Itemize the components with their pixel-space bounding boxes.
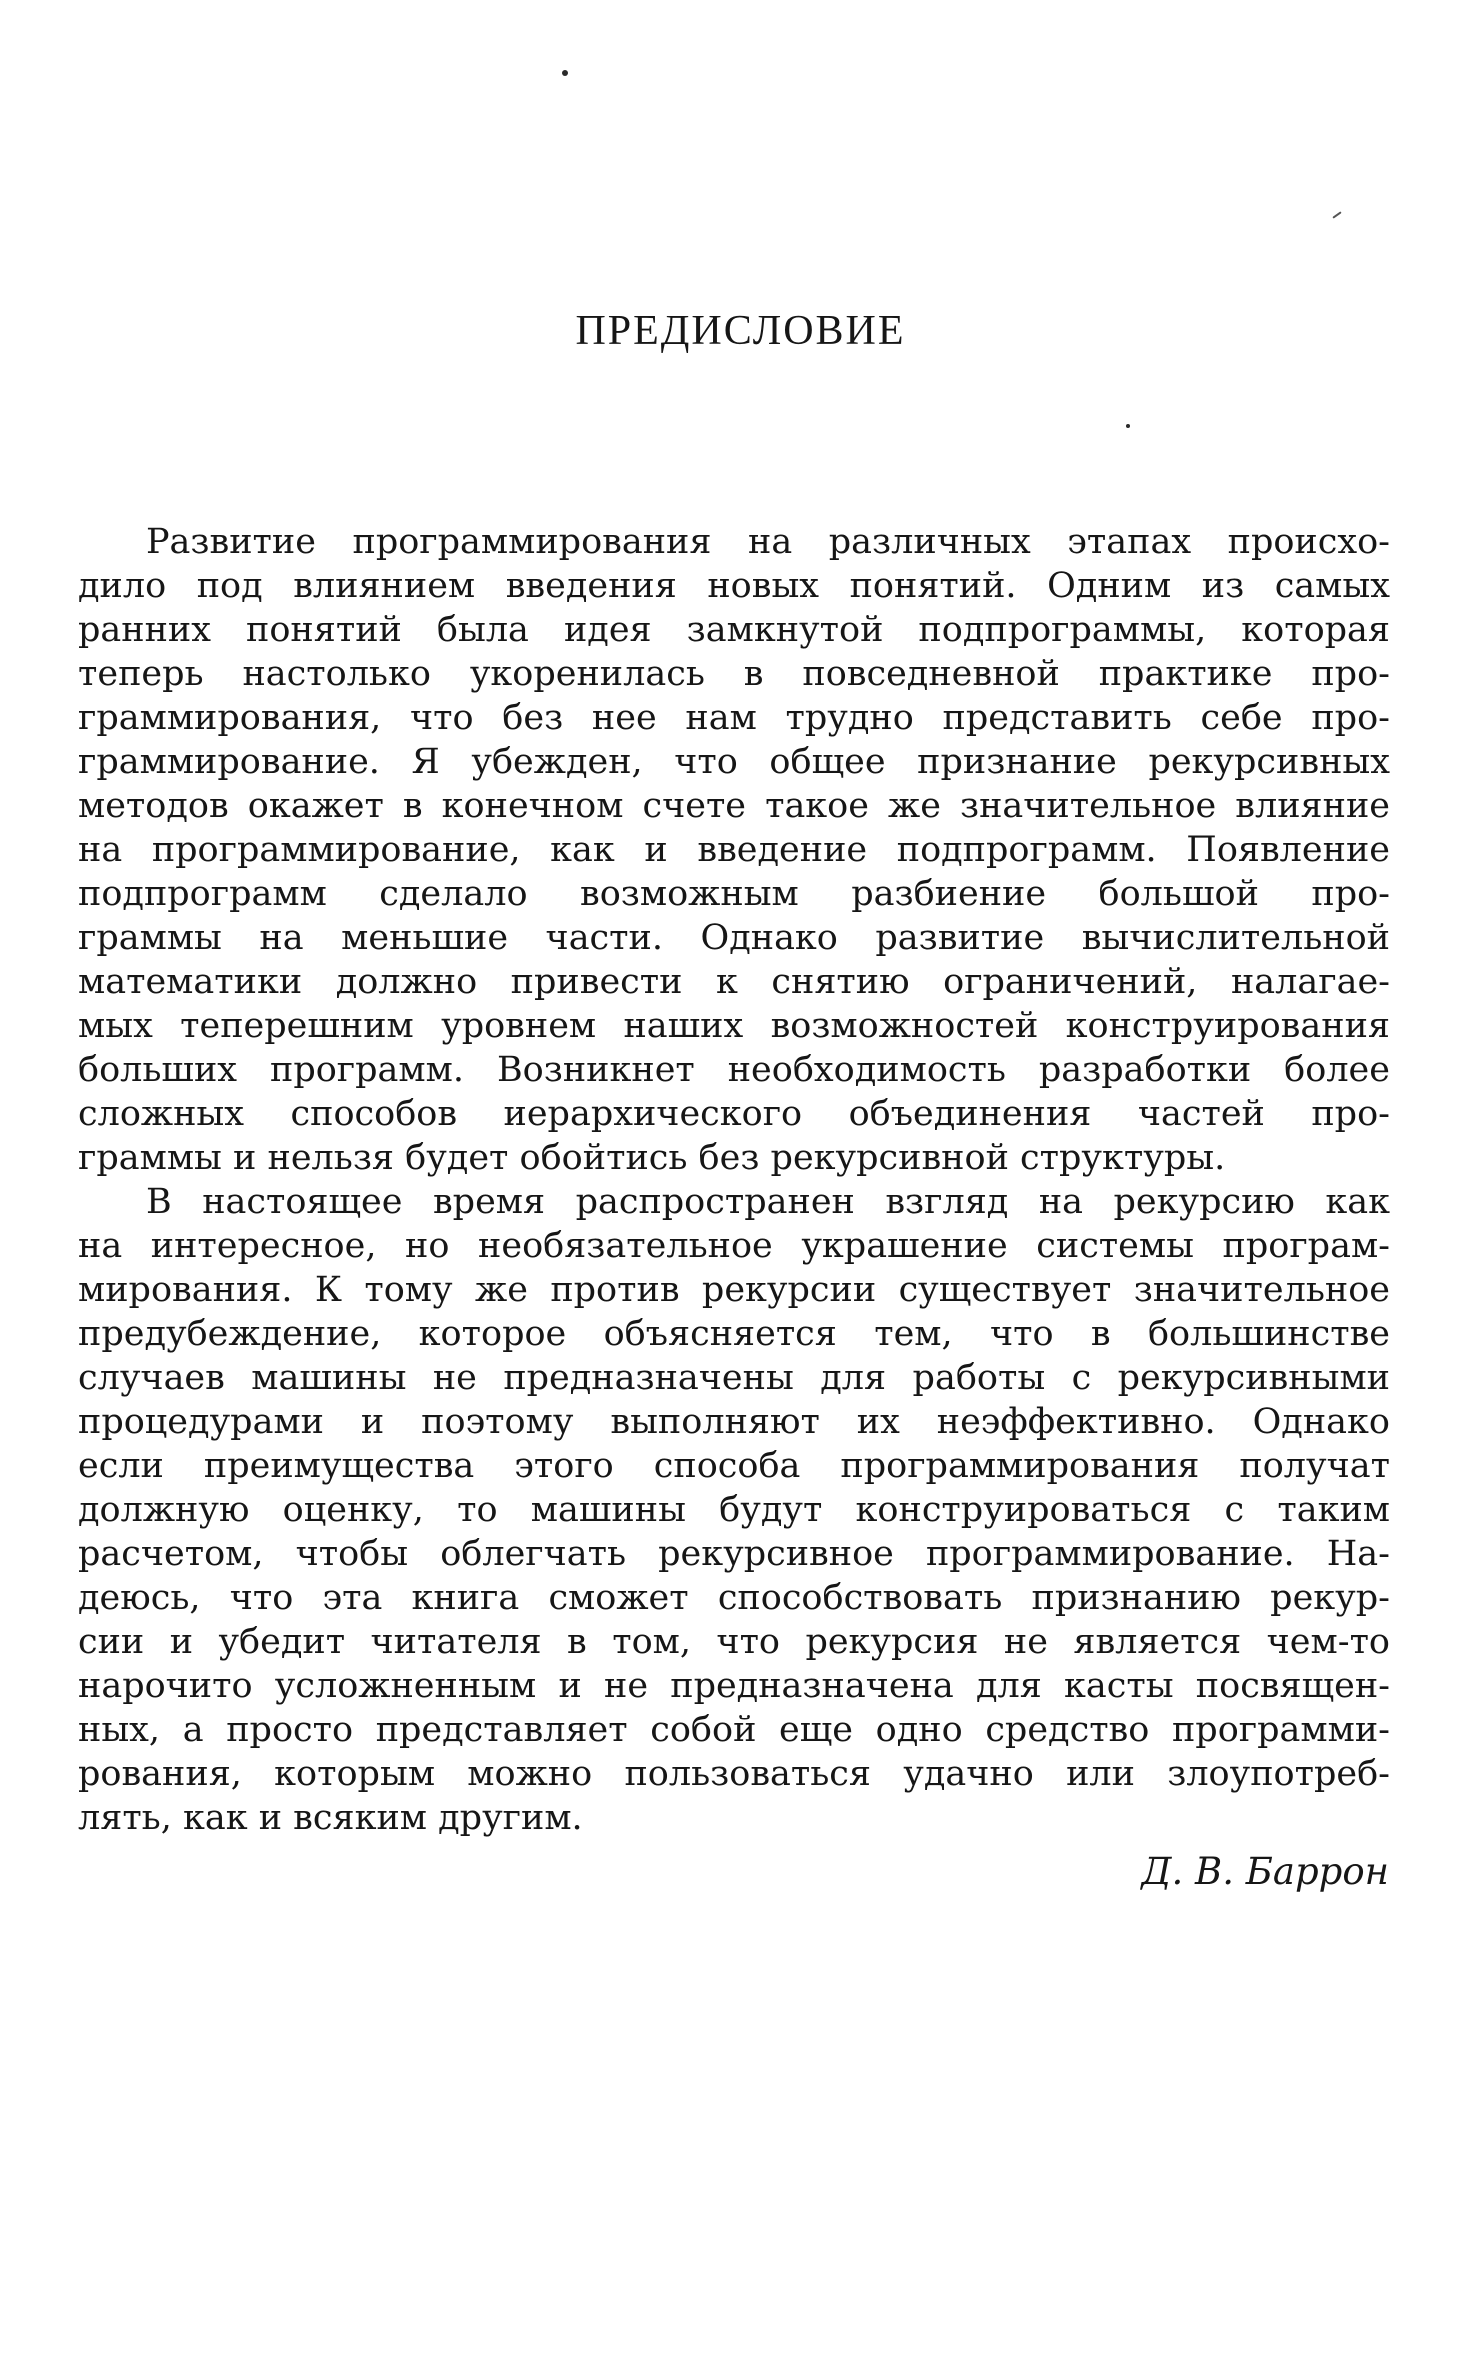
text-line: лять, как и всяким другим. [78,1798,583,1838]
text-line: граммирование. Я убежден, что общее признание рекурсивных [78,742,1390,782]
text-line: случаев машины не предназначены для работы с рекурсивными [78,1358,1390,1398]
text-line: на программирование, как и введение подпрограмм. Появление [78,830,1390,870]
preface-body [78,520,1390,1840]
text-line: должную оценку, то машины будут конструироваться с таким [78,1490,1390,1530]
text-line: нарочито усложненным и не предназначена для касты посвящен- [78,1666,1390,1706]
text-line: граммы на меньшие части. Однако развитие вычислительной [78,918,1390,958]
text-line: деюсь, что эта книга сможет способствовать признанию рекур- [78,1578,1390,1618]
text-line: больших программ. Возникнет необходимость разработки более [78,1050,1390,1090]
text-line: граммы и нельзя будет обойтись без рекурсивной структуры. [78,1138,1226,1178]
text-line: дило под влиянием введения новых понятий. Одним из самых [78,566,1390,606]
text-line: Развитие программирования на различных этапах происхо- [146,522,1390,562]
text-line: ранних понятий была идея замкнутой подпрограммы, которая [78,610,1390,650]
text-line: рования, которым можно пользоваться удачно или злоупотреб- [78,1754,1390,1794]
text-line: ных, а просто представляет собой еще одно средство программи- [78,1710,1390,1750]
text-line: подпрограмм сделало возможным разбиение большой про- [78,874,1390,914]
text-line: на интересное, но необязательное украшение системы програм- [78,1226,1390,1266]
paragraph-2 [78,1180,1390,1840]
text-line: В настоящее время распространен взгляд на рекурсию как [146,1182,1390,1222]
text-line: сии и убедит читателя в том, что рекурсия не является чем-то [78,1622,1390,1662]
scan-speck [562,70,568,76]
text-line: предубеждение, которое объясняется тем, что в большинстве [78,1314,1390,1354]
text-line: если преимущества этого способа программирования получат [78,1446,1390,1486]
text-line: мых теперешним уровнем наших возможностей конструирования [78,1006,1390,1046]
text-line: процедурами и поэтому выполняют их неэффективно. Однако [78,1402,1390,1442]
text-line: граммирования, что без нее нам трудно представить себе про- [78,698,1390,738]
page-title: ПРЕДИСЛОВИЕ [575,308,906,354]
text-line: расчетом, чтобы облегчать рекурсивное программирование. На- [78,1534,1390,1574]
text-line: мирования. К тому же против рекурсии существует значительное [78,1270,1390,1310]
scan-speck [1126,424,1130,428]
text-line: математики должно привести к снятию ограничений, налагае- [78,962,1390,1002]
paragraph-1 [78,520,1390,1180]
text-line: теперь настолько укоренилась в повседневной практике про- [78,654,1390,694]
author-signature: Д. В. Баррон [1141,1850,1389,1893]
scan-speck [1332,211,1341,218]
text-line: сложных способов иерархического объединения частей про- [78,1094,1390,1134]
text-line: методов окажет в конечном счете такое же значительное влияние [78,786,1390,826]
